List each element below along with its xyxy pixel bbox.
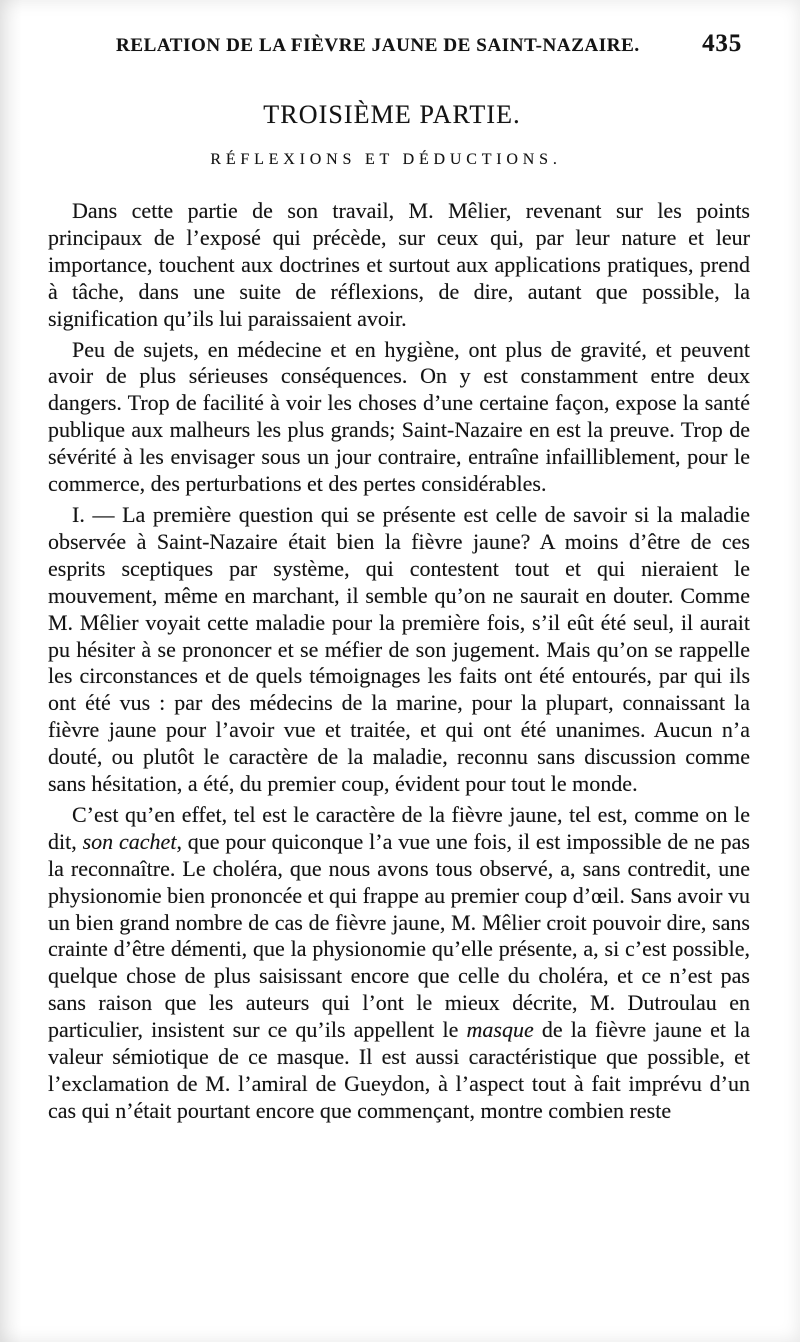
paragraph-3: I. — La première question qui se présente est celle de savoir si la maladie observée à Saint-Nazaire était bien la fièvre jaune? A moins d’être de ces esprits sceptiques par système, qui contestent tout et qui nieraient le mouvement, même en marchant, il semble qu’on ne saurait en douter. Comme M. Mêlier voyait cette maladie pour la première fois, s’il eût été seul, il aurait pu hésiter à se prononcer et se méfier de son jugement. Mais qu’on se rappelle les circonstances et de quels témoignages les faits ont été entourés, par qui ils ont été vus : par des médecins de la marine, pour la plupart, connaissant la fièvre jaune pour l’avoir vue et traitée, et qui ont été unanimes. Aucun n’a douté, ou plutôt le caractère de la maladie, reconnu sans discussion comme sans hésitation, a été, du premier coup, évident pour tout le monde. (48, 501, 750, 797)
body-text (48, 198, 750, 1125)
emphasis-son-cachet: son cachet (82, 828, 177, 854)
part-title: TROISIÈME PARTIE. (263, 100, 521, 129)
paragraph-2: Peu de sujets, en médecine et en hygiène, ont plus de gravité, et peuvent avoir de plus sérieuses conséquences. On y est constamment entre deux dangers. Trop de facilité à voir les choses d’une certaine façon, expose la santé publique aux malheurs les plus grands; Saint-Nazaire en est la preuve. Trop de sévérité à les envisager sous un jour contraire, entraîne infailliblement, pour le commerce, des perturbations et des pertes considérables. (48, 336, 750, 497)
page-number: 435 (702, 30, 742, 57)
running-header (116, 30, 756, 74)
paragraph-4-part-e: de la fièvre jaune et la valeur sémiotique de ce masque. Il est aussi caractéristique que possible, et l’exclamation de M. l’amiral de Gueydon, à l’aspect tout à fait imprévu d’un cas qui n’était pourtant encore que commençant, montre combien reste (48, 1017, 750, 1123)
paragraph-1: Dans cette partie de son travail, M. Mêlier, revenant sur les points principaux de l’exposé qui précède, sur ceux qui, par leur nature et leur importance, touchent aux doctrines et surtout aux applications pratiques, prend à tâche, dans une suite de réflexions, de dire, autant que possible, la signification qu’ils lui paraissaient avoir. (48, 198, 750, 331)
paragraph-4-part-c: , que pour quiconque l’a vue une fois, il est impossible de ne pas la reconnaître. Le choléra, que nous avons tous observé, a, sans contredit, une physionomie bien prononcée et qui frappe au premier coup d’œil. Sans avoir vu un bien grand nombre de cas de fièvre jaune, M. Mêlier croit pouvoir dire, sans crainte d’être démenti, que la physionomie qu’elle présente, a, si c’est possible, quelque chose de plus saisissant encore que celle du choléra, et ce n’est pas sans raison que les auteurs qui l’ont le mieux décrite, M. Dutroulau en particulier, insistent sur ce qu’ils appellent le (48, 828, 750, 1043)
paragraph-4-part-a: C’est qu’en effet, tel est le caractère de la fièvre jaune, tel est, comme on le dit, (48, 801, 750, 854)
section-title: RÉFLEXIONS ET DÉDUCTIONS. (210, 151, 562, 168)
emphasis-masque: masque (466, 1017, 534, 1043)
running-title: RELATION DE LA FIÈVRE JAUNE DE SAINT-NAZAIRE. (116, 35, 640, 56)
paragraph-4 (48, 802, 750, 1125)
